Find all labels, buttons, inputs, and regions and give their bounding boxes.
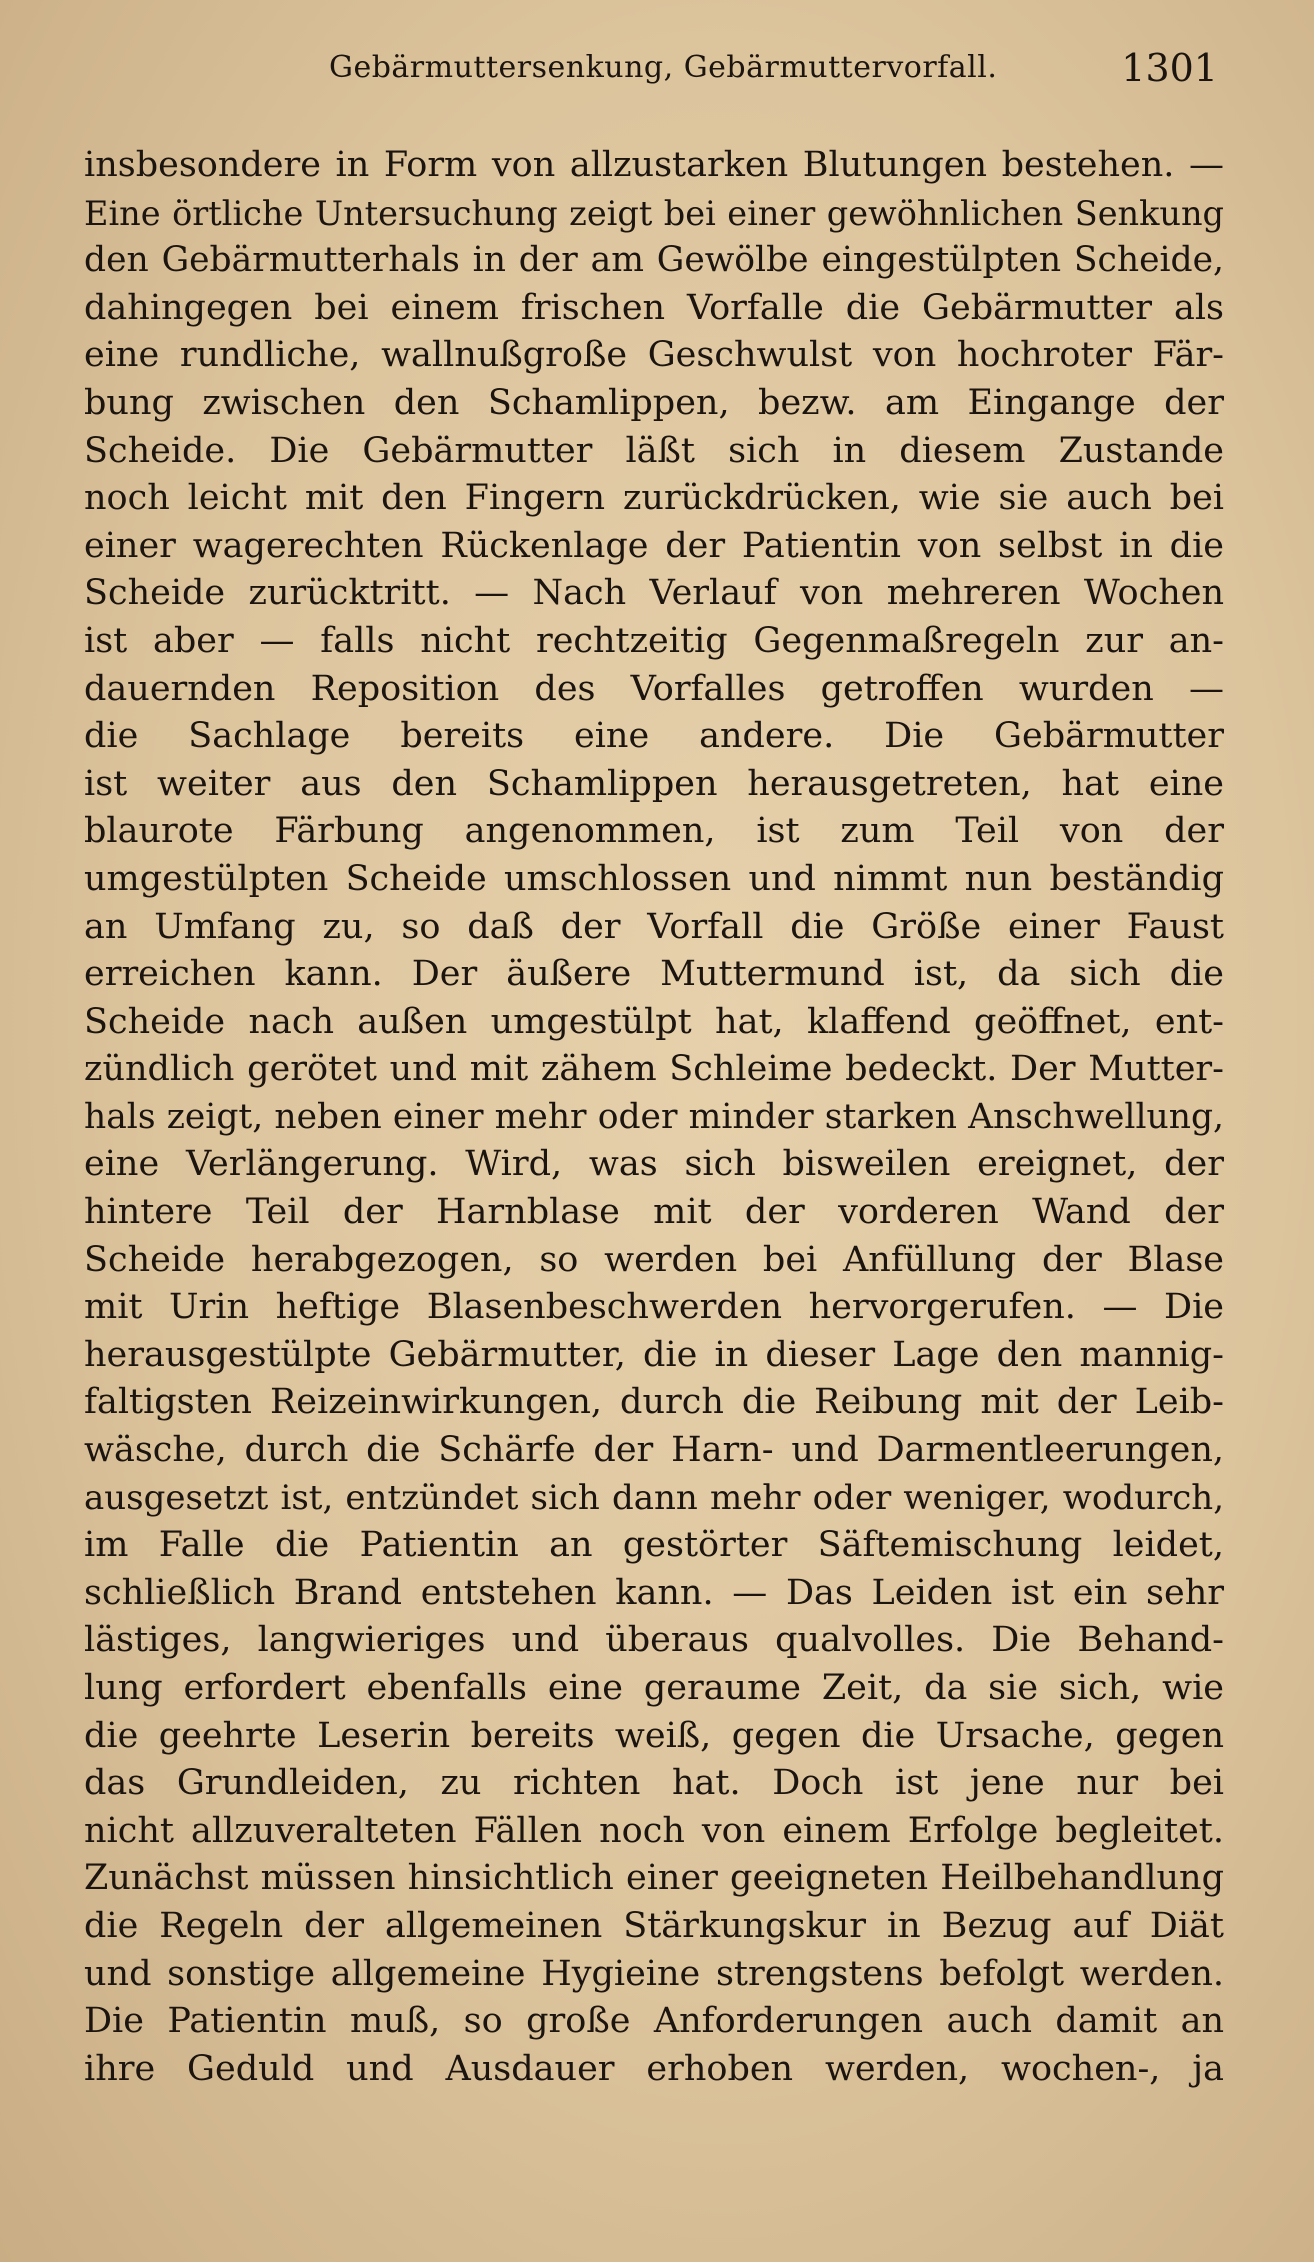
text-line: Scheide nach außen umgestülpt hat, klaffend geöffnet, ent- (84, 1001, 1224, 1042)
text-line: faltigsten Reizeinwirkungen, durch die Reibung mit der Leib- (84, 1382, 1224, 1423)
text-line: lung erfordert ebenfalls eine geraume Zeit, da sie sich, wie (84, 1668, 1224, 1708)
text-line: wäsche, durch die Schärfe der Harn- und Darmentleerungen, (84, 1430, 1224, 1471)
text-line: erreichen kann. Der äußere Muttermund ist, da sich die (84, 954, 1224, 995)
text-line: schließlich Brand entstehen kann. — Das Leiden ist ein sehr (84, 1572, 1224, 1613)
text-line: Eine örtliche Untersuchung zeigt bei einer gewöhnlichen Senkung (84, 193, 1224, 233)
text-line: dauernden Reposition des Vorfalles getroffen wurden — (84, 668, 1224, 709)
text-line: Die Patientin muß, so große Anforderungen auch damit an (84, 2001, 1224, 2042)
text-line: lästiges, langwieriges und überaus qualvolles. Die Behand- (84, 1620, 1224, 1661)
text-line: hintere Teil der Harnblase mit der vorderen Wand der (84, 1192, 1224, 1233)
body-text (84, 142, 1224, 2093)
text-line: ausgesetzt ist, entzündet sich dann mehr oder weniger, wodurch, (84, 1477, 1224, 1518)
text-line: im Falle die Patientin an gestörter Säftemischung leidet, (84, 1525, 1224, 1566)
text-line: eine rundliche, wallnußgroße Geschwulst von hochroter Fär- (84, 335, 1224, 376)
text-line: nicht allzuveralteten Fällen noch von einem Erfolge begleitet. (84, 1810, 1224, 1851)
text-line: insbesondere in Form von allzustarken Blutungen bestehen. — (84, 145, 1224, 185)
text-line: ihre Geduld und Ausdauer erhoben werden, wochen-, ja (84, 2048, 1224, 2089)
text-line: zündlich gerötet und mit zähem Schleime bedeckt. Der Mutter- (84, 1049, 1224, 1090)
text-line: an Umfang zu, so daß der Vorfall die Größe einer Faust (84, 906, 1224, 947)
text-line: und sonstige allgemeine Hygieine strengstens befolgt werden. (84, 1953, 1224, 1994)
text-line: umgestülpten Scheide umschlossen und nimmt nun beständig (84, 858, 1224, 899)
text-line: Zunächst müssen hinsichtlich einer geeigneten Heilbehandlung (84, 1858, 1224, 1899)
text-line: Scheide herabgezogen, so werden bei Anfüllung der Blase (84, 1239, 1224, 1280)
text-line: noch leicht mit den Fingern zurückdrücken, wie sie auch bei (84, 478, 1224, 519)
text-line: Scheide. Die Gebärmutter läßt sich in diesem Zustande (84, 430, 1224, 471)
text-line: die Regeln der allgemeinen Stärkungskur in Bezug auf Diät (84, 1905, 1224, 1946)
text-line: herausgestülpte Gebärmutter, die in dieser Lage den mannig- (84, 1334, 1224, 1375)
text-line: eine Verlängerung. Wird, was sich bisweilen ereignet, der (84, 1144, 1224, 1185)
text-line: die Sachlage bereits eine andere. Die Gebärmutter (84, 716, 1224, 757)
text-line: den Gebärmutterhals in der am Gewölbe eingestülpten Scheide, (84, 240, 1224, 281)
text-line: einer wagerechten Rückenlage der Patientin von selbst in die (84, 525, 1224, 566)
text-line: blaurote Färbung angenommen, ist zum Teil von der (84, 811, 1224, 852)
text-line: dahingegen bei einem frischen Vorfalle die Gebärmutter als (84, 287, 1224, 328)
text-line: mit Urin heftige Blasenbeschwerden hervorgerufen. — Die (84, 1287, 1224, 1328)
running-head: Gebärmuttersenkung, Gebärmuttervorfall. (329, 50, 998, 85)
text-line: die geehrte Leserin bereits weiß, gegen die Ursache, gegen (84, 1715, 1224, 1756)
page-number: 1301 (1121, 46, 1218, 90)
text-line: bung zwischen den Schamlippen, bezw. am Eingange der (84, 382, 1224, 423)
text-line: ist aber — falls nicht rechtzeitig Gegenmaßregeln zur an- (84, 620, 1224, 661)
text-line: ist weiter aus den Schamlippen herausgetreten, hat eine (84, 763, 1224, 804)
text-line: das Grundleiden, zu richten hat. Doch ist jene nur bei (84, 1763, 1224, 1804)
text-line: hals zeigt, neben einer mehr oder minder starken Anschwellung, (84, 1096, 1224, 1137)
page-header (84, 46, 1218, 100)
text-line: Scheide zurücktritt. — Nach Verlauf von mehreren Wochen (84, 573, 1224, 614)
